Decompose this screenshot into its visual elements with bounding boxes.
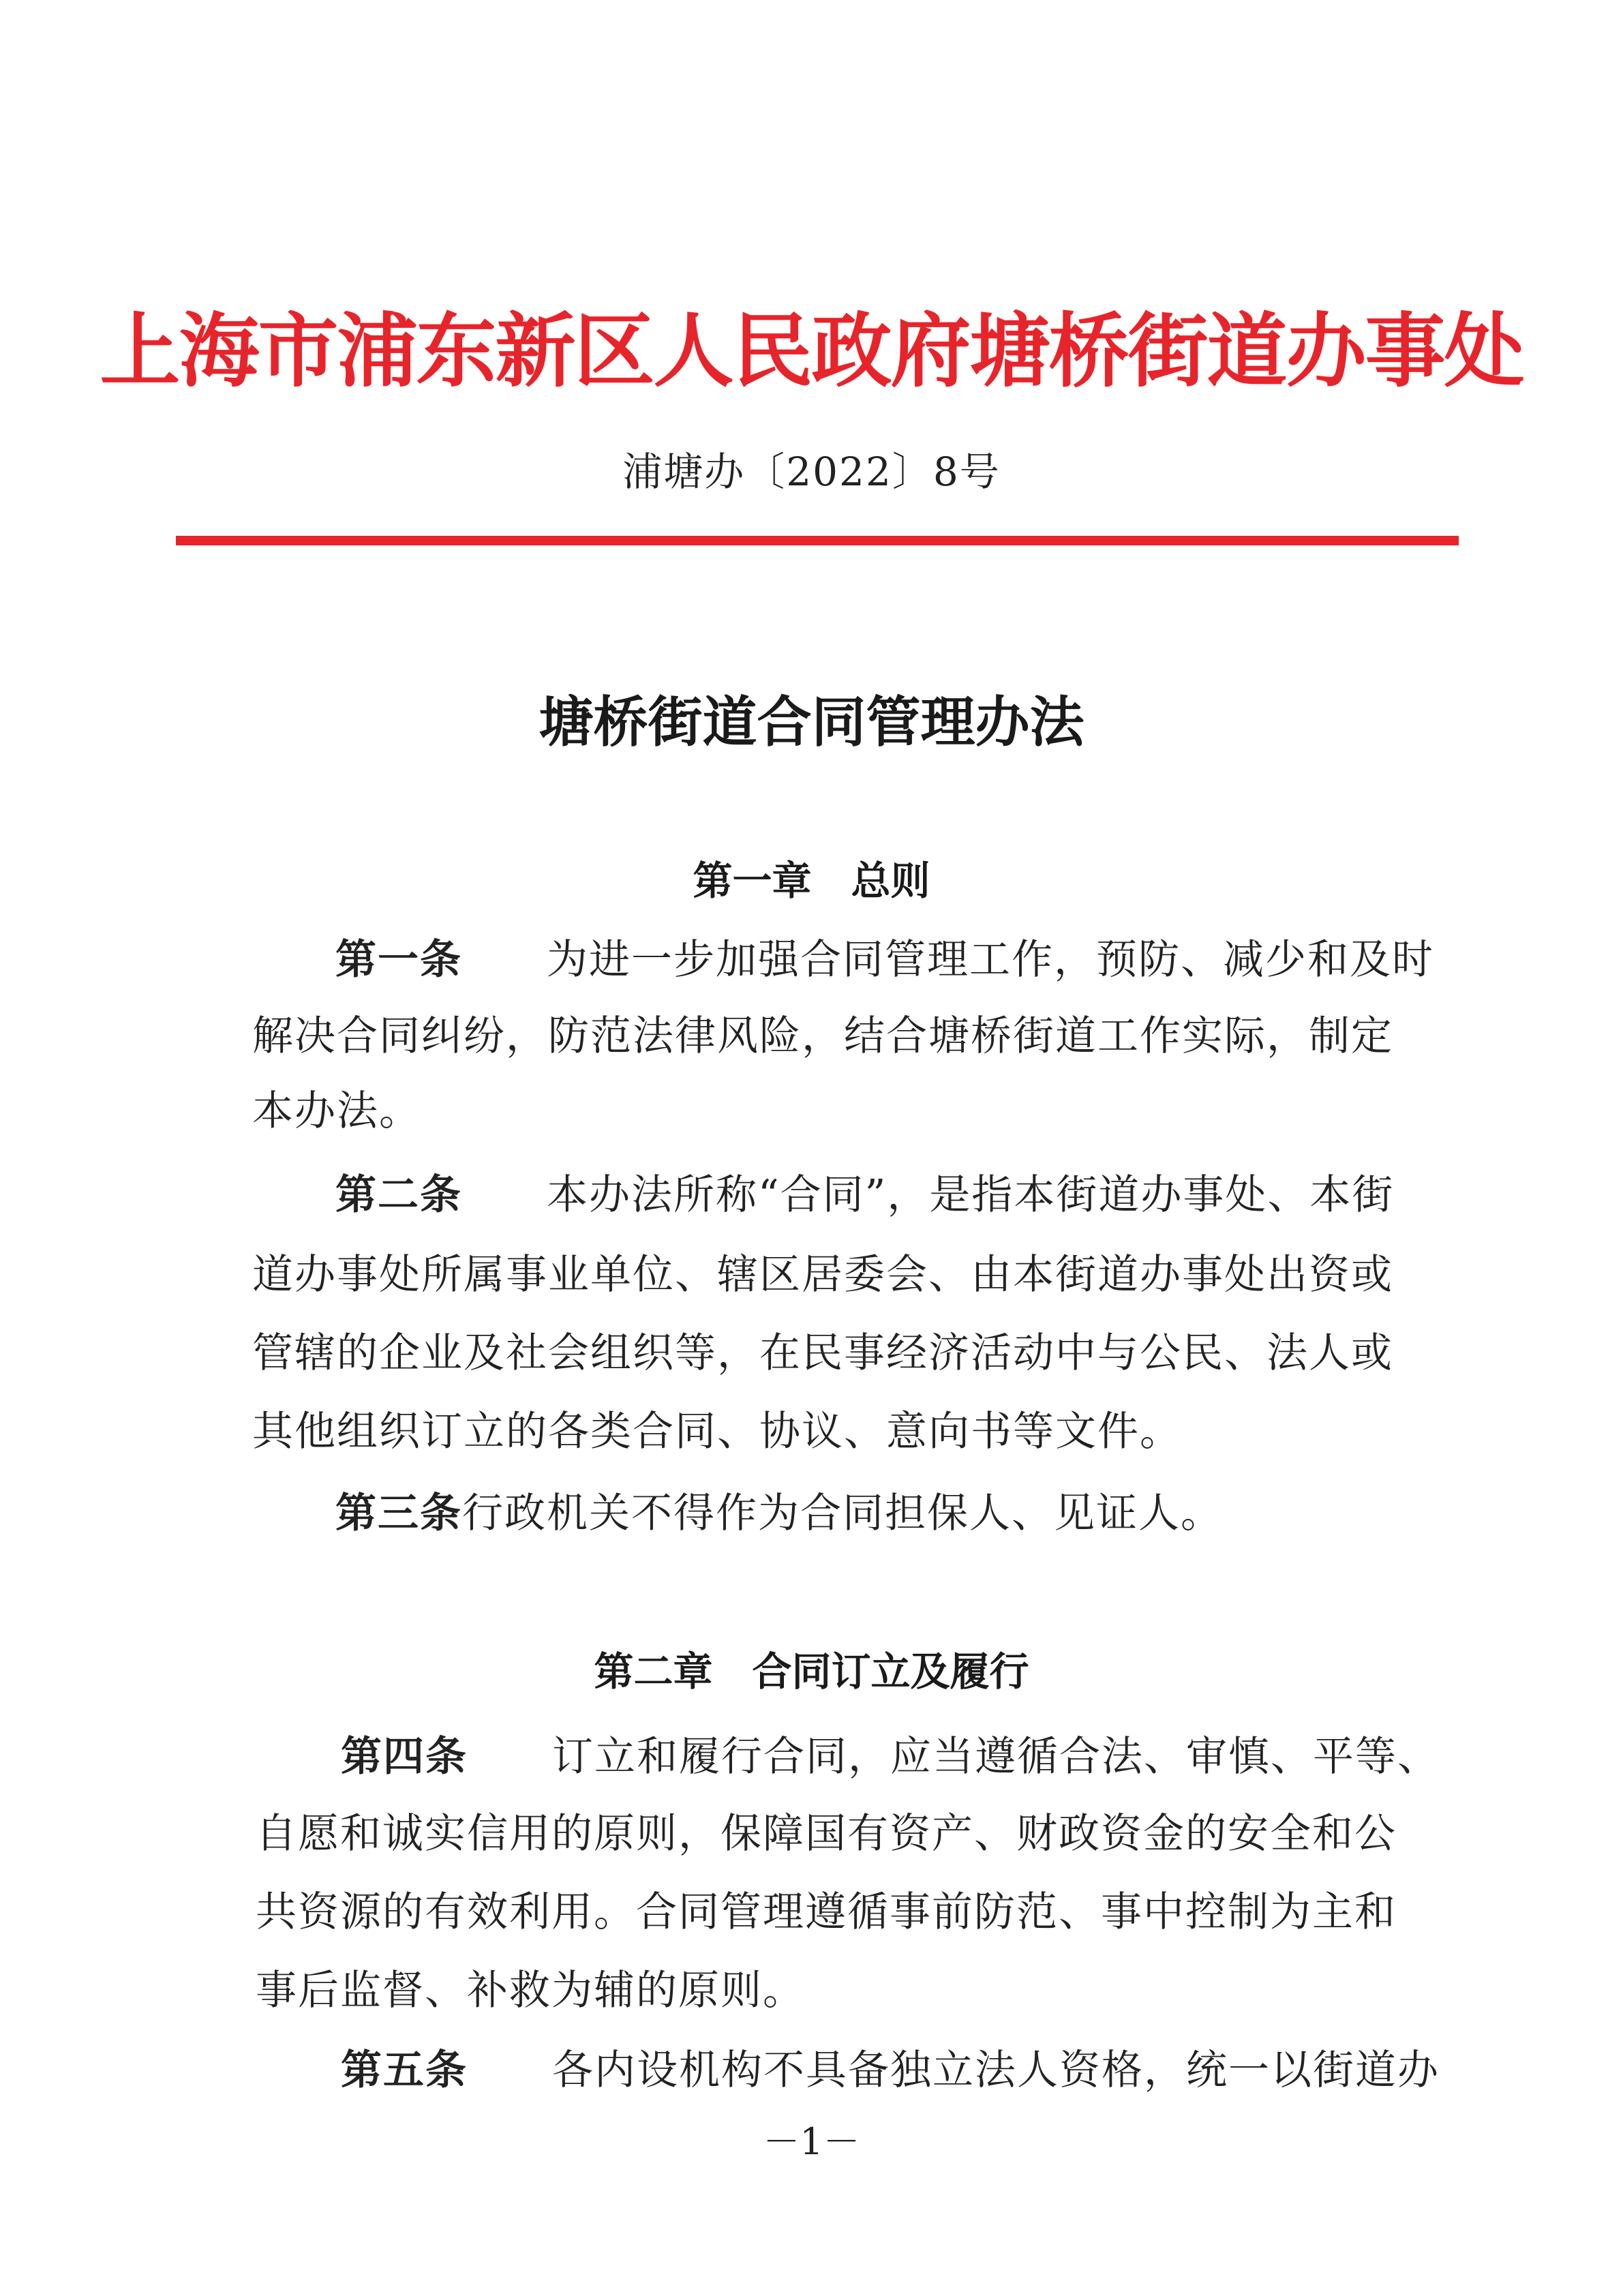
article-text: 各内设机构不具备独立法人资格，统一以街道办 [552, 2046, 1440, 2094]
article-label: 第三条 [335, 1490, 462, 1537]
article-line: 事后监督、补救为辅的原则。 [256, 1967, 805, 2014]
article-text: 行政机关不得作为合同担保人、见证人。 [462, 1490, 1223, 1537]
article-line [335, 1486, 1223, 1541]
article-label: 第二条 [335, 1171, 462, 1219]
article-line [335, 933, 1434, 987]
article-text: 为进一步加强合同管理工作，预防、减少和及时 [547, 936, 1434, 984]
document-title: 塘桥街道合同管理办法 [539, 691, 1084, 754]
chapter-heading: 第二章 合同订立及履行 [594, 1648, 1029, 1695]
article-label: 第五条 [341, 2046, 468, 2094]
article-line [341, 1729, 1440, 1784]
page-number: －1－ [763, 2120, 860, 2163]
article-text: 本办法所称“合同”，是指本街道办事处、本街 [547, 1171, 1395, 1219]
article-line [335, 1168, 1394, 1222]
article-line: 管辖的企业及社会组织等，在民事经济活动中与公民、法人或 [252, 1329, 1393, 1377]
article-label: 第一条 [335, 936, 462, 984]
article-line: 道办事处所属事业单位、辖区居委会、由本街道办事处出资或 [252, 1251, 1393, 1299]
chapter-heading: 第一章 总则 [693, 858, 930, 904]
article-label: 第四条 [341, 1733, 468, 1781]
article-line: 解决合同纠纷，防范法律风险，结合塘桥街道工作实际，制定 [252, 1012, 1393, 1060]
article-line [341, 2043, 1440, 2098]
article-line: 本办法。 [252, 1087, 421, 1135]
article-line: 其他组织订立的各类合同、协议、意向书等文件。 [252, 1408, 1182, 1455]
article-line: 自愿和诚实信用的原则，保障国有资产、财政资金的安全和公 [256, 1810, 1397, 1858]
red-divider-line [176, 536, 1459, 545]
document-number: 浦塘办〔2022〕8号 [622, 449, 1001, 495]
article-text: 订立和履行合同，应当遵循合法、审慎、平等、 [552, 1733, 1440, 1781]
issuer-header: 上海市浦东新区人民政府塘桥街道办事处 [100, 304, 1523, 398]
article-line: 共资源的有效利用。合同管理遵循事前防范、事中控制为主和 [256, 1888, 1397, 1936]
